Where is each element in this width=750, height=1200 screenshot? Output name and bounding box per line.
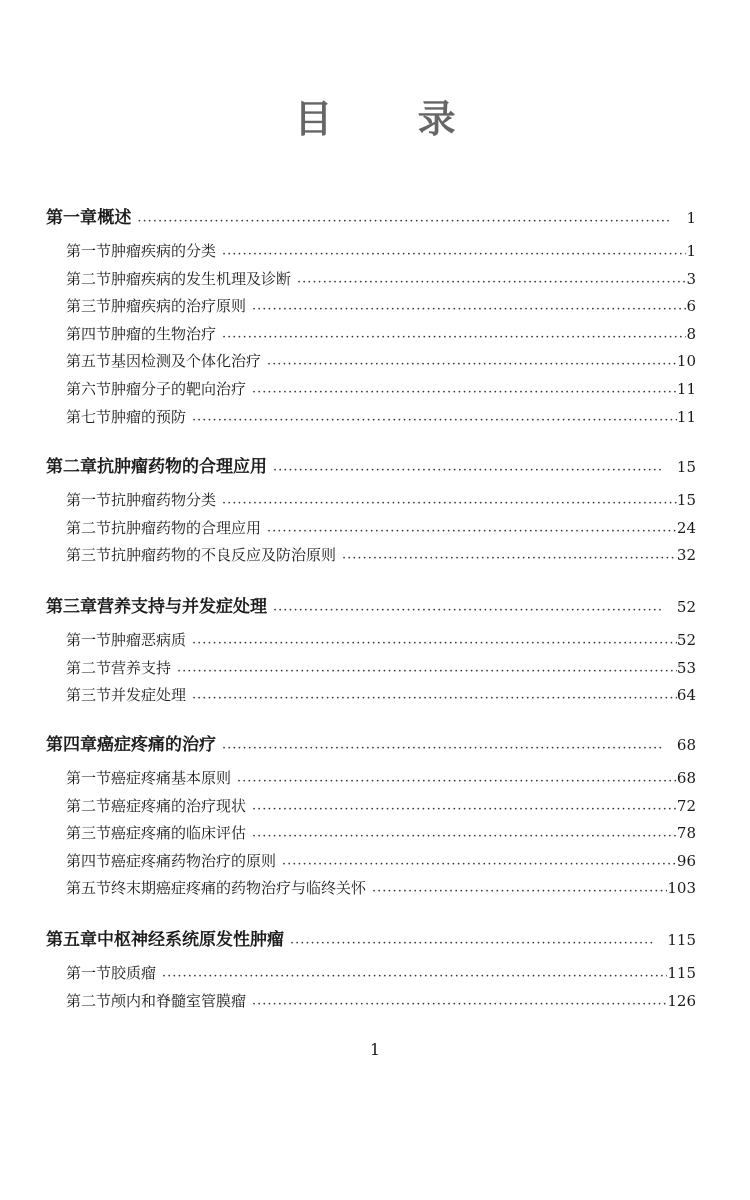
chapter-page-number: 68 bbox=[676, 736, 696, 754]
section-number: 第六节 bbox=[66, 380, 112, 398]
toc-section-row[interactable] bbox=[66, 629, 696, 655]
section-title: 癌症疼痛基本原则 bbox=[111, 769, 232, 787]
section-title: 癌症疼痛的临床评估 bbox=[111, 824, 247, 843]
section-number: 第五节 bbox=[66, 879, 112, 898]
leader-dots bbox=[290, 932, 653, 949]
section-page-number: 78 bbox=[676, 824, 696, 843]
leader-dots bbox=[237, 771, 677, 786]
section-title: 抗肿瘤药物分类 bbox=[111, 491, 217, 509]
toc-section-row[interactable] bbox=[66, 767, 696, 793]
section-page-number: 1 bbox=[686, 242, 696, 260]
section-page-number: 115 bbox=[667, 964, 696, 982]
chapter-page-number: 52 bbox=[676, 598, 696, 616]
toc-section-row[interactable] bbox=[66, 268, 696, 294]
leader-dots bbox=[267, 354, 677, 369]
section-number: 第五节 bbox=[66, 352, 112, 371]
toc-section-row[interactable] bbox=[66, 795, 696, 821]
section-title: 肿瘤疾病的分类 bbox=[111, 242, 217, 260]
section-page-number: 15 bbox=[676, 491, 696, 509]
section-number: 第一节 bbox=[66, 242, 112, 260]
section-number: 第二节 bbox=[66, 991, 112, 1010]
toc-section-row[interactable] bbox=[66, 406, 696, 432]
section-title: 抗肿瘤药物的不良反应及防治原则 bbox=[111, 546, 337, 565]
section-title: 营养支持 bbox=[111, 658, 172, 677]
section-page-number: 96 bbox=[676, 851, 696, 870]
section-page-number: 126 bbox=[667, 991, 696, 1010]
chapter-number: 第五章 bbox=[46, 930, 97, 950]
chapter-number: 第一章 bbox=[46, 208, 97, 228]
chapter-page-number: 1 bbox=[686, 209, 696, 227]
toc-section-row[interactable] bbox=[66, 350, 696, 376]
toc-section-row[interactable] bbox=[66, 684, 696, 710]
toc-section-row[interactable] bbox=[66, 877, 696, 903]
section-number: 第二节 bbox=[66, 658, 112, 677]
section-page-number: 64 bbox=[676, 686, 696, 705]
section-page-number: 8 bbox=[686, 324, 696, 343]
section-title: 肿瘤疾病的发生机理及诊断 bbox=[111, 269, 292, 288]
section-page-number: 52 bbox=[676, 631, 696, 649]
leader-dots bbox=[222, 244, 686, 259]
leader-dots bbox=[192, 633, 677, 648]
leader-dots bbox=[252, 826, 677, 841]
section-number: 第二节 bbox=[66, 269, 112, 288]
leader-dots bbox=[273, 599, 663, 616]
section-page-number: 11 bbox=[676, 380, 696, 398]
leader-dots bbox=[297, 272, 686, 287]
page-number: 1 bbox=[369, 1040, 381, 1059]
section-page-number: 32 bbox=[676, 546, 696, 565]
toc-chapter-row[interactable] bbox=[46, 452, 696, 478]
toc-chapter-row[interactable] bbox=[46, 592, 696, 618]
leader-dots bbox=[252, 299, 686, 314]
section-page-number: 103 bbox=[667, 879, 696, 898]
leader-dots bbox=[252, 382, 677, 397]
section-title: 颅内和脊髓室管膜瘤 bbox=[111, 991, 247, 1010]
leader-dots bbox=[162, 966, 667, 981]
chapter-number: 第四章 bbox=[46, 735, 97, 755]
chapter-number: 第三章 bbox=[46, 597, 97, 617]
section-page-number: 10 bbox=[676, 352, 696, 371]
toc-section-row[interactable] bbox=[66, 323, 696, 349]
leader-dots bbox=[282, 854, 677, 869]
section-page-number: 53 bbox=[676, 658, 696, 677]
section-number: 第二节 bbox=[66, 796, 112, 815]
section-number: 第一节 bbox=[66, 491, 112, 509]
chapter-title: 抗肿瘤药物的合理应用 bbox=[97, 457, 267, 477]
toc-section-row[interactable] bbox=[66, 962, 696, 988]
page-title: 目 录 bbox=[294, 97, 492, 141]
toc-section-row[interactable] bbox=[66, 990, 696, 1016]
section-title: 肿瘤的预防 bbox=[111, 407, 187, 426]
leader-dots bbox=[177, 661, 677, 676]
leader-dots bbox=[137, 210, 672, 227]
chapter-title: 癌症疼痛的治疗 bbox=[97, 735, 216, 755]
chapter-title: 中枢神经系统原发性肿瘤 bbox=[97, 930, 284, 950]
section-title: 癌症疼痛的治疗现状 bbox=[111, 796, 247, 815]
leader-dots bbox=[267, 521, 677, 536]
leader-dots bbox=[192, 688, 677, 703]
section-title: 肿瘤分子的靶向治疗 bbox=[111, 380, 247, 398]
section-title: 肿瘤的生物治疗 bbox=[111, 324, 217, 343]
leader-dots bbox=[342, 548, 677, 563]
toc-section-row[interactable] bbox=[66, 544, 696, 570]
section-number: 第一节 bbox=[66, 964, 112, 982]
section-title: 胶质瘤 bbox=[111, 964, 157, 982]
toc-section-row[interactable] bbox=[66, 295, 696, 321]
section-number: 第一节 bbox=[66, 769, 112, 787]
section-number: 第七节 bbox=[66, 407, 112, 426]
leader-dots bbox=[222, 737, 663, 754]
section-title: 抗肿瘤药物的合理应用 bbox=[111, 518, 262, 537]
chapter-title: 概述 bbox=[97, 208, 132, 228]
toc-section-row[interactable] bbox=[66, 489, 696, 515]
section-number: 第三节 bbox=[66, 546, 112, 565]
section-page-number: 11 bbox=[676, 407, 696, 426]
chapter-number: 第二章 bbox=[46, 457, 97, 477]
section-number: 第二节 bbox=[66, 518, 112, 537]
section-page-number: 6 bbox=[686, 297, 696, 316]
leader-dots bbox=[252, 799, 677, 814]
section-title: 终末期癌症疼痛的药物治疗与临终关怀 bbox=[111, 879, 367, 898]
leader-dots bbox=[222, 327, 686, 342]
chapter-page-number: 15 bbox=[676, 458, 696, 476]
section-page-number: 72 bbox=[676, 796, 696, 815]
chapter-page-number: 115 bbox=[667, 931, 696, 949]
section-number: 第三节 bbox=[66, 686, 112, 705]
leader-dots bbox=[192, 410, 677, 425]
toc-section-row[interactable] bbox=[66, 240, 696, 266]
section-number: 第一节 bbox=[66, 631, 112, 649]
section-title: 癌症疼痛药物治疗的原则 bbox=[111, 851, 277, 870]
toc-chapter-row[interactable] bbox=[46, 203, 696, 229]
toc-chapter-row[interactable] bbox=[46, 925, 696, 951]
toc-section-row[interactable] bbox=[66, 517, 696, 543]
toc-section-row[interactable] bbox=[66, 378, 696, 404]
toc-section-row[interactable] bbox=[66, 822, 696, 848]
chapter-title: 营养支持与并发症处理 bbox=[97, 597, 267, 617]
section-title: 基因检测及个体化治疗 bbox=[111, 352, 262, 371]
toc-section-row[interactable] bbox=[66, 850, 696, 876]
section-title: 并发症处理 bbox=[111, 686, 187, 705]
toc-section-row[interactable] bbox=[66, 657, 696, 683]
leader-dots bbox=[222, 493, 677, 508]
section-number: 第四节 bbox=[66, 851, 112, 870]
section-title: 肿瘤疾病的治疗原则 bbox=[111, 297, 247, 316]
section-number: 第三节 bbox=[66, 297, 112, 316]
leader-dots bbox=[252, 994, 667, 1009]
section-title: 肿瘤恶病质 bbox=[111, 631, 187, 649]
section-page-number: 68 bbox=[676, 769, 696, 787]
section-page-number: 3 bbox=[686, 269, 696, 288]
section-number: 第三节 bbox=[66, 824, 112, 843]
section-number: 第四节 bbox=[66, 324, 112, 343]
toc-chapter-row[interactable] bbox=[46, 730, 696, 756]
leader-dots bbox=[372, 881, 667, 896]
section-page-number: 24 bbox=[676, 518, 696, 537]
leader-dots bbox=[273, 459, 663, 476]
